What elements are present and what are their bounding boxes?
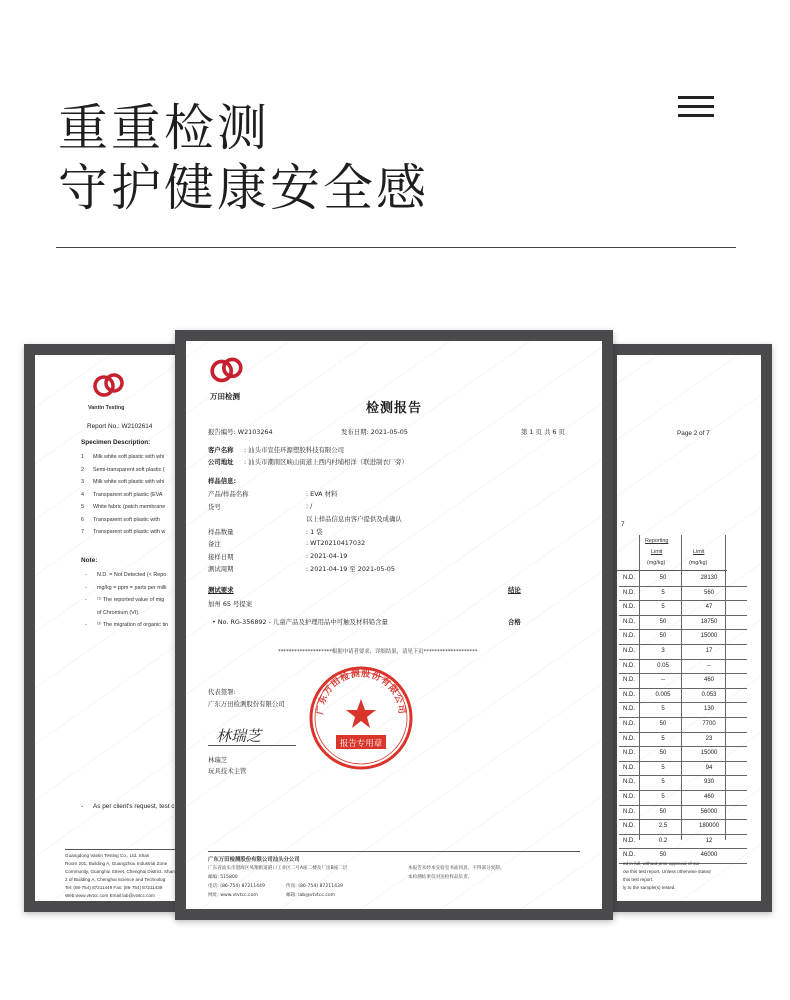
result-cell: N.D. <box>623 589 635 596</box>
table-row <box>619 820 747 835</box>
table-row <box>619 776 747 791</box>
table-row <box>619 645 747 660</box>
header-unit-1: (mg/kg) <box>647 560 666 566</box>
reporting-limit-cell: -- <box>661 677 665 684</box>
reporting-limit-cell: 3 <box>661 647 665 654</box>
right-footer-line: ly to the sample(s) tested. <box>623 885 676 890</box>
limit-cell: 560 <box>703 589 714 596</box>
footer-tel: 电话: (86-754) 87211449 <box>208 884 265 889</box>
footer-fax: 传真: (86-754) 87211439 <box>286 884 343 889</box>
reporting-limit-cell: 5 <box>661 779 665 786</box>
report-number: 报告编号: W2103264 <box>208 428 273 436</box>
certificate-center-frame <box>175 330 613 920</box>
header-reporting: Reporting <box>645 538 669 544</box>
reporting-limit-cell: 5 <box>661 735 665 742</box>
official-stamp <box>306 663 416 773</box>
certificate-right-frame <box>606 344 772 912</box>
result-cell: N.D. <box>623 618 635 625</box>
specimen-number: 2 <box>81 466 84 473</box>
right-col-index: 7 <box>621 521 625 528</box>
representative-label: 代表签署: <box>208 688 236 696</box>
specimen-description: Milk white soft plastic with whi <box>93 479 165 485</box>
result-cell: N.D. <box>623 647 635 654</box>
field-label: 产品/样品名称 <box>208 490 249 498</box>
reporting-limit-cell: 5 <box>661 706 665 713</box>
results-follow-note: ********************根据申请者要求，详细结果，请见下页******************** <box>278 649 478 655</box>
result-cell: N.D. <box>623 837 635 844</box>
reporting-limit-cell: 50 <box>659 720 667 727</box>
table-row <box>619 703 747 718</box>
result-cell: N.D. <box>623 779 635 786</box>
table-row <box>619 601 747 616</box>
header-limit-1: Limit <box>651 549 663 555</box>
note-bullet: - <box>85 622 87 628</box>
client-request: As per client's request, test c <box>93 803 175 810</box>
result-cell: N.D. <box>623 633 635 640</box>
specimen-number: 7 <box>81 529 84 535</box>
address-label: 公司地址 <box>208 458 234 466</box>
left-bullet: - <box>81 803 84 810</box>
footer-web: 网址: www.vtvtcc.com <box>208 893 258 898</box>
vantin-logo-icon <box>91 371 127 401</box>
right-header-rule <box>617 570 727 571</box>
result-cell: N.D. <box>623 764 635 771</box>
reporting-limit-cell: 5 <box>661 793 665 800</box>
stamp-label: 报告专用章 <box>339 739 383 749</box>
field-value: : WT20210417032 <box>306 539 366 547</box>
field-value: : 2021-04-19 <box>306 551 348 560</box>
specimen-number: 5 <box>81 504 84 510</box>
specimen-description: Transparent soft plastic with <box>93 516 160 523</box>
footer-mail: 邮箱: lab@vtvtcc.com <box>286 893 336 898</box>
test-item: • No. RG-356892 - 儿童产品及护理用品中可触及材料铅含量 <box>212 618 388 626</box>
signature: 林瑞芝 <box>216 727 262 745</box>
left-footer-line: 2 of Building A, Chenghai Science and Technolog <box>65 877 166 882</box>
left-footer-line: Web:www.vtvtcc.com Email:lab@vtvtcc.com <box>65 893 155 898</box>
table-row <box>619 762 747 777</box>
table-row <box>619 660 747 675</box>
field-value: : 2021-04-19 至 2021-05-05 <box>306 565 395 573</box>
reporting-limit-cell: 0.005 <box>655 691 671 698</box>
table-row <box>619 689 747 704</box>
field-label: 货号 <box>208 502 221 511</box>
result-cell: N.D. <box>623 720 635 727</box>
limit-cell: 46000 <box>700 852 718 859</box>
field-value: 以上样品信息由客户提供及成确认 <box>306 515 402 523</box>
result-cell: N.D. <box>623 706 635 713</box>
field-label: 接样日期 <box>208 552 234 561</box>
wantian-logo-icon <box>208 355 246 387</box>
specimen-description: White fabric (patch membrane <box>93 504 166 510</box>
results-table <box>619 572 747 864</box>
specimen-description: Milk white soft plastic with whi <box>93 454 165 460</box>
note-bullet: - <box>85 584 87 591</box>
limit-cell: 18750 <box>700 618 718 625</box>
specimen-description: Semi-transparent soft plastic ( <box>93 466 165 473</box>
result-cell: N.D. <box>623 604 635 611</box>
reporting-limit-cell: 0.2 <box>658 837 668 844</box>
reporting-limit-cell: 5 <box>661 764 665 771</box>
signer-name: 林瑞芝 <box>208 756 228 764</box>
left-footer-line: Community, Guanghui Street, Chenghai District, Shan <box>65 869 175 874</box>
left-footer-line: Guangdong Vantin Testing Co., Ltd. Shan <box>65 853 150 858</box>
stamp-text: 广东万田检测股份有限公司 <box>315 669 407 716</box>
client-value: : 汕头市宣佳环源塑胶科技有限公司 <box>244 446 345 454</box>
table-row <box>619 616 747 631</box>
table-row <box>619 747 747 762</box>
right-footer-line: ed in full, without prior approval of our <box>623 861 700 866</box>
test-requirement-label: 测试要求 <box>208 586 234 594</box>
headline-line-1: 重重检测 <box>58 99 270 157</box>
footer-company: 广东万田检测股份有限公司汕头分公司 <box>208 857 300 863</box>
reporting-limit-cell: 5 <box>661 589 665 596</box>
center-brand: 万田检测 <box>210 392 240 401</box>
center-footer-rule <box>208 851 580 852</box>
reporting-limit-cell: 50 <box>659 633 667 640</box>
limit-cell: 180000 <box>698 823 720 830</box>
table-row <box>619 674 747 689</box>
table-row <box>619 733 747 748</box>
page-number: 第 1 页 共 6 页 <box>521 428 565 436</box>
specimen-number: 6 <box>81 516 84 523</box>
specimen-number: 1 <box>81 454 84 460</box>
signer-title: 玩具技术主管 <box>208 767 247 775</box>
limit-cell: 7700 <box>702 720 716 727</box>
certificate-right-paper <box>617 355 761 901</box>
result-cell: N.D. <box>623 691 635 698</box>
prop65-label: 加州 65 号提案 <box>208 600 253 608</box>
specimen-number: 4 <box>81 491 84 498</box>
result-cell: N.D. <box>623 823 635 830</box>
footer-note-1: 本报告未经本实验室书面同意，不得部分复制。 <box>408 866 505 871</box>
note-text: ⁽¹⁾ The reported value of mig <box>97 597 165 603</box>
reporting-limit-cell: 0.05 <box>657 662 669 669</box>
issue-date: 发布日期: 2021-05-05 <box>341 428 408 436</box>
specimen-description: Transparent soft plastic (EVA <box>93 491 163 498</box>
header-unit-2: (mg/kg) <box>689 560 708 566</box>
table-row <box>619 572 747 587</box>
right-footer-line: this test report. <box>623 877 654 882</box>
note-title: Note: <box>81 557 98 564</box>
limit-cell: 28130 <box>700 575 718 581</box>
result-cell: N.D. <box>623 575 635 581</box>
sample-info-title: 样品信息: <box>208 477 237 485</box>
field-value: : EVA 材料 <box>306 490 338 498</box>
result-cell: N.D. <box>623 677 635 684</box>
reporting-limit-cell: 50 <box>659 618 667 625</box>
result-cell: N.D. <box>623 793 635 800</box>
table-row <box>619 587 747 602</box>
limit-cell: 930 <box>703 779 714 786</box>
left-footer-line: Tel: (86-754) 87211449 Fax: (86-754) 87211439 <box>65 885 163 890</box>
field-value: : 1 袋 <box>306 527 323 536</box>
limit-cell: 0.053 <box>701 691 717 698</box>
note-bullet: - <box>85 572 87 578</box>
result-cell: N.D. <box>623 750 635 757</box>
headline <box>58 98 429 218</box>
left-brand: Vantin Testing <box>88 405 125 411</box>
limit-cell: 460 <box>703 677 714 684</box>
table-row <box>619 630 747 645</box>
signature-rule <box>208 745 296 746</box>
field-value: : / <box>306 501 313 510</box>
signing-company: 广东万田检测股份有限公司 <box>208 700 285 708</box>
footer-note-2: 本检测结果仅对送检样品负责。 <box>408 875 473 880</box>
conclusion-label: 结论 <box>508 586 521 594</box>
limit-cell: 15000 <box>700 750 718 757</box>
right-page-number: Page 2 of 7 <box>677 430 710 437</box>
field-label: 样品数量 <box>208 527 234 536</box>
table-row <box>619 718 747 733</box>
left-report-no: Report No.: W2102614 <box>87 423 153 430</box>
limit-cell: 130 <box>703 706 714 713</box>
menu-icon[interactable] <box>678 96 714 120</box>
test-result: 合格 <box>508 618 521 626</box>
headline-line-2: 守护健康安全感 <box>58 159 429 217</box>
table-row <box>619 806 747 821</box>
limit-cell: 460 <box>703 793 714 800</box>
table-row <box>619 835 747 850</box>
table-row <box>619 791 747 806</box>
note-text: of Chromium (VI). <box>97 609 140 616</box>
field-label: 备注 <box>208 540 221 548</box>
right-footer-line: ow this test report. Unless otherwise stated <box>623 869 711 874</box>
field-label: 测试周期 <box>208 565 234 573</box>
limit-cell: 56000 <box>700 808 718 815</box>
reporting-limit-cell: 50 <box>659 750 667 757</box>
divider <box>56 247 736 248</box>
limit-cell: 17 <box>705 647 713 654</box>
header-limit-2: Limit <box>693 549 705 555</box>
limit-cell: 15000 <box>700 633 718 640</box>
note-bullet: - <box>85 597 87 603</box>
reporting-limit-cell: 50 <box>659 808 667 815</box>
note-text: ⁽²⁾ The migration of organic tin <box>97 622 169 628</box>
note-text: N.D. = Not Detected (< Repo <box>97 572 167 578</box>
result-cell: N.D. <box>623 735 635 742</box>
reporting-limit-cell: 2.5 <box>658 823 668 830</box>
result-cell: N.D. <box>623 808 635 815</box>
limit-cell: 12 <box>705 837 713 844</box>
result-cell: N.D. <box>623 662 635 669</box>
footer-address: 广东省汕头市澄海区凤翔街道港口工业区二号A座二楼及厂房B座二层 <box>208 866 348 871</box>
footer-postcode: 邮编: 515800 <box>208 875 238 880</box>
specimen-number: 3 <box>81 479 84 485</box>
left-footer-line: Room 201, Building A, Guangzhou Industrial Zone <box>65 861 168 866</box>
reporting-limit-cell: 50 <box>659 575 667 581</box>
limit-cell: 23 <box>705 735 713 742</box>
limit-cell: 94 <box>705 764 713 771</box>
limit-cell: 47 <box>705 604 713 611</box>
note-text: mg/kg = ppm = parts per milli <box>97 584 167 591</box>
specimen-description: Transparent soft plastic with w <box>93 529 166 535</box>
reporting-limit-cell: 50 <box>659 852 667 859</box>
result-cell: N.D. <box>623 852 635 859</box>
address-value: : 汕头市潮南区峡山街道上西内村埔相洋（联进制衣厂旁） <box>244 458 408 466</box>
reporting-limit-cell: 5 <box>661 604 665 611</box>
limit-cell: -- <box>707 662 711 669</box>
specimen-title: Specimen Description: <box>81 439 151 446</box>
certificate-center-paper <box>186 341 602 909</box>
client-label: 客户名称 <box>208 446 234 454</box>
report-title: 检测报告 <box>365 401 422 416</box>
